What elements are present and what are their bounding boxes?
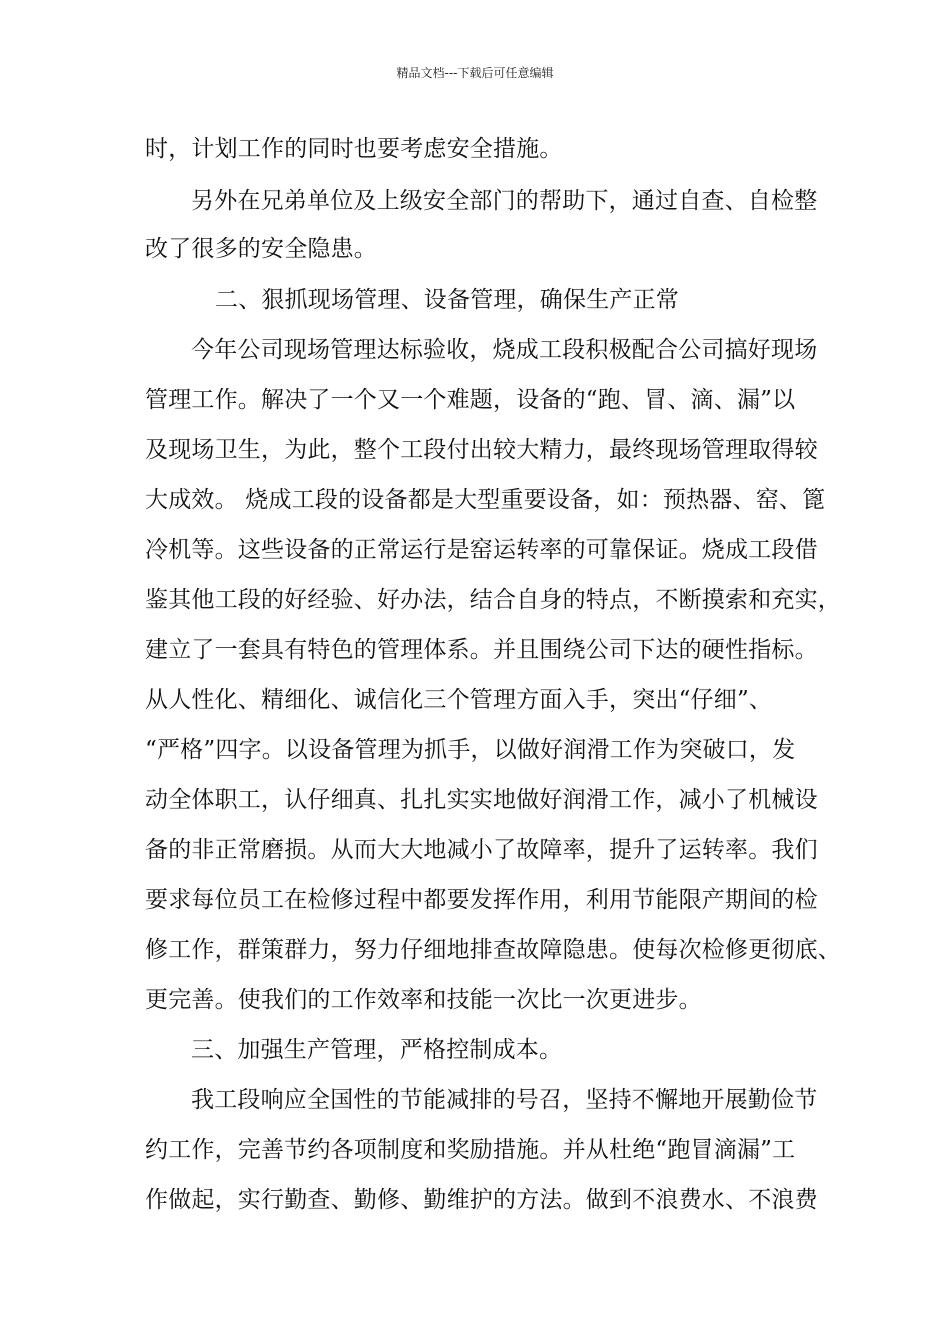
body-line-10: 鉴其他工段的好经验、好办法，结合自身的特点，不断摸索和充实， (145, 587, 841, 613)
body-line-5: 今年公司现场管理达标验收，烧成工段积极配合公司搞好现场 (191, 337, 818, 363)
body-line-14: 动全体职工，认仔细真、扎扎实实地做好润滑工作，减小了机械设 (145, 787, 818, 813)
section-heading-2: 二、狠抓现场管理、设备管理，确保生产正常 (215, 287, 679, 313)
body-line-1: 时，计划工作的同时也要考虑安全措施。 (145, 136, 563, 162)
body-line-12: 从人性化、精细化、诚信化三个管理方面入手，突出“仔细”、 (145, 687, 773, 713)
body-line-15: 备的非正常磨损。从而大大地减小了故障率，提升了运转率。我们 (145, 837, 818, 863)
section-heading-3: 三、加强生产管理，严格控制成本。 (191, 1037, 563, 1063)
body-line-2: 另外在兄弟单位及上级安全部门的帮助下，通过自查、自检整 (191, 188, 818, 214)
body-line-17: 修工作，群策群力，努力仔细地排查故障隐患。使每次检修更彻底、 (145, 937, 841, 963)
body-line-22: 作做起，实行勤查、勤修、勤维护的方法。做到不浪费水、不浪费 (145, 1187, 818, 1213)
body-line-9: 冷机等。这些设备的正常运行是窑运转率的可靠保证。烧成工段借 (145, 537, 818, 563)
body-line-7: 及现场卫生，为此，整个工段付出较大精力，最终现场管理取得较 (145, 437, 818, 463)
body-line-3: 改了很多的安全隐患。 (145, 236, 377, 262)
body-line-6: 管理工作。解决了一个又一个难题，设备的“跑、冒、滴、漏”以 (145, 387, 796, 413)
body-line-16: 要求每位员工在检修过程中都要发挥作用，利用节能限产期间的检 (145, 887, 818, 913)
page-header: 精品文档---下载后可任意编辑 (396, 66, 554, 80)
body-line-8: 大成效。 烧成工段的设备都是大型重要设备，如：预热器、窑、篦 (145, 487, 826, 513)
body-line-21: 约工作，完善节约各项制度和奖励措施。并从杜绝“跑冒滴漏”工 (145, 1137, 796, 1163)
body-line-18: 更完善。使我们的工作效率和技能一次比一次更进步。 (145, 987, 702, 1013)
body-line-20: 我工段响应全国性的节能减排的号召，坚持不懈地开展勤俭节 (191, 1087, 818, 1113)
body-line-11: 建立了一套具有特色的管理体系。并且围绕公司下达的硬性指标。 (145, 637, 818, 663)
body-line-13: “严格”四字。以设备管理为抓手，以做好润滑工作为突破口，发 (145, 737, 796, 763)
